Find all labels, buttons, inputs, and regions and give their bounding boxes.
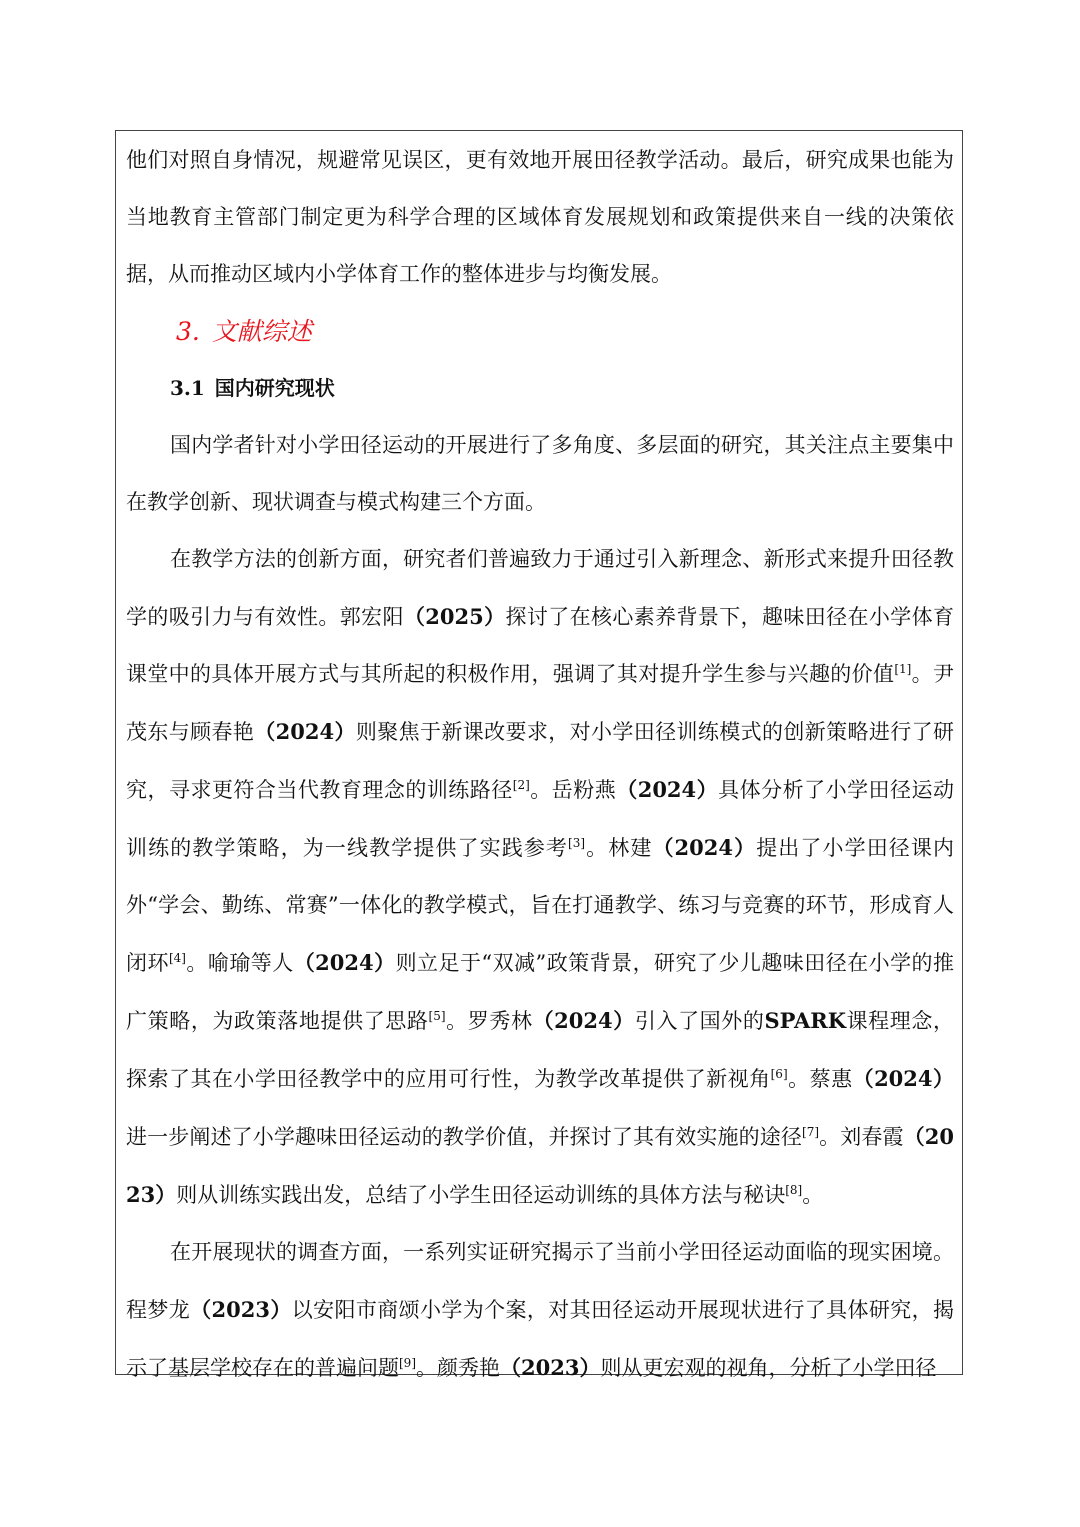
text-span: 。颜秀艳 bbox=[416, 1356, 500, 1380]
text-span: 在开展现状的调查方面，一系列实证研究揭示了当前小学田径运动面临的现实困境。程梦龙 bbox=[126, 1240, 954, 1322]
citation-ref: [1] bbox=[894, 662, 912, 676]
text-span: 则从训练实践出发，总结了小学生田径运动训练的具体方法与秘诀 bbox=[176, 1183, 786, 1207]
text-span: 。岳粉燕 bbox=[529, 778, 617, 802]
text-span: 引入了国外的 bbox=[634, 1009, 765, 1033]
text-span: 。林建 bbox=[585, 836, 653, 860]
text-span: 。尹茂东与顾春艳 bbox=[126, 662, 954, 744]
continuation-paragraph: 他们对照自身情况，规避常见误区，更有效地开展田径教学活动。最后，研究成果也能为当地教育主管部门制定更为科学合理的区域体育发展规划和政策提供来自一线的决策依据，从而推动区域内小学体育工作的整体进步与均衡发展。 bbox=[126, 148, 954, 286]
intro-paragraph: 国内学者针对小学田径运动的开展进行了多角度、多层面的研究，其关注点主要集中在教学创新、现状调查与模式构建三个方面。 bbox=[126, 433, 954, 514]
text-span: 以安阳市商颂小学为个案，对其田径运动开展现状进行了具体研究，揭示了基层学校存在的普遍问题 bbox=[126, 1298, 955, 1380]
subsection-number: 3.1 bbox=[170, 376, 205, 400]
text-span: 进一步阐述了小学趣味田径运动的教学价值，并探讨了其有效实施的途径 bbox=[126, 1125, 803, 1149]
citation-ref: [2] bbox=[512, 778, 530, 792]
teaching-innovation-paragraph bbox=[126, 531, 954, 1224]
text-span: 。喻瑜等人 bbox=[185, 951, 294, 975]
citation-ref: [3] bbox=[568, 836, 586, 850]
document-frame bbox=[115, 130, 963, 1380]
year-label: （2024） bbox=[616, 777, 719, 802]
year-label: （2023） bbox=[190, 1297, 292, 1322]
year-label: （2023） bbox=[500, 1355, 601, 1380]
document-body bbox=[126, 131, 954, 1397]
citation-ref: [9] bbox=[399, 1356, 416, 1370]
text-span: 则立足于“双减”政策背景，研究了少儿趣味田径在小学的推广策略，为政策落地提供了思路 bbox=[126, 951, 955, 1033]
year-label: （2024） bbox=[652, 835, 757, 860]
year-label: （2024） bbox=[293, 950, 396, 975]
text-span: 探讨了在核心素养背景下，趣味田径在小学体育课堂中的具体开展方式与其所起的积极作用，强调了其对提升学生参与兴趣的价值 bbox=[126, 605, 955, 686]
year-label: （2024） bbox=[532, 1008, 635, 1033]
text-span: 。蔡惠 bbox=[787, 1067, 853, 1091]
subsection-title: 国内研究现状 bbox=[214, 376, 335, 400]
text-span: 则从更宏观的视角，分析了小学田径 bbox=[600, 1356, 937, 1380]
citation-ref: [8] bbox=[785, 1183, 803, 1197]
subsection-heading bbox=[126, 360, 954, 417]
citation-ref: [6] bbox=[770, 1067, 788, 1081]
text-span: 提出了小学田径课内外“学会、勤练、常赛”一体化的教学模式，旨在打通教学、练习与竞赛的环节，形成育人闭环 bbox=[126, 836, 955, 975]
text-span: 具体分析了小学田径运动训练的教学策略，为一线教学提供了实践参考 bbox=[126, 778, 955, 860]
spark-term: SPARK bbox=[764, 1008, 846, 1033]
text-span: 在教学方法的创新方面，研究者们普遍致力于通过引入新理念、新形式来提升田径教学的吸引力与有效性。郭宏阳 bbox=[126, 547, 954, 629]
year-label: （2023） bbox=[126, 1124, 955, 1207]
text-span: 则聚焦于新课改要求，对小学田径训练模式的创新策略进行了研究，寻求更符合当代教育理念的训练路径 bbox=[126, 720, 955, 802]
citation-ref: [5] bbox=[428, 1009, 446, 1023]
text-span: 。罗秀林 bbox=[445, 1009, 533, 1033]
section-heading bbox=[126, 303, 954, 360]
year-label: （2024） bbox=[852, 1066, 955, 1091]
year-label: （2024） bbox=[254, 719, 356, 744]
text-span: 。刘春霞 bbox=[819, 1125, 904, 1149]
citation-ref: [4] bbox=[168, 951, 186, 965]
citation-ref: [7] bbox=[802, 1125, 820, 1139]
status-survey-paragraph bbox=[126, 1224, 954, 1397]
section-number: 3. bbox=[176, 317, 200, 346]
year-label: （2025） bbox=[403, 604, 506, 629]
section-title: 文献综述 bbox=[211, 317, 312, 346]
text-span: 。 bbox=[802, 1183, 824, 1207]
text-span: 课程理念，探索了其在小学田径教学中的应用可行性，为教学改革提供了新视角 bbox=[126, 1009, 954, 1091]
